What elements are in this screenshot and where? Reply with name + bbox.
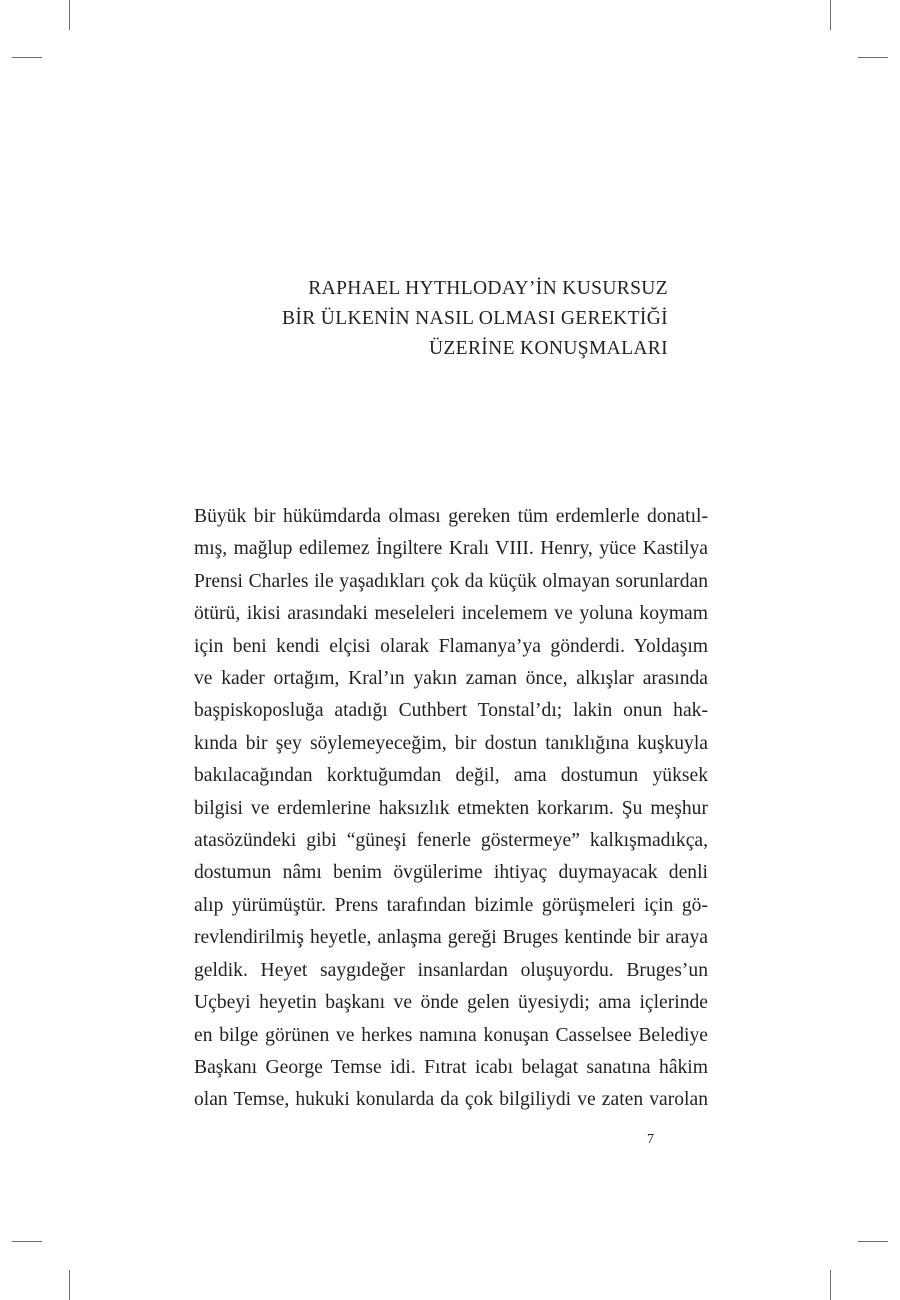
- body-line: Prensi Charles ile yaşadıkları çok da küçük olmayan sorunlardan: [194, 570, 708, 592]
- body-line: mış, mağlup edilemez İngiltere Kralı VIII. Henry, yüce Kastilya: [194, 538, 708, 560]
- chapter-title: [282, 274, 668, 364]
- crop-mark-bottom-left-horizontal: [12, 1241, 42, 1242]
- crop-mark-bottom-right-horizontal: [858, 1241, 888, 1242]
- body-line: kında bir şey söylemeyeceğim, bir dostun tanıklığına kuşkuyla: [194, 732, 708, 754]
- body-line: ötürü, ikisi arasındaki meseleleri incelemem ve yoluna koymam: [194, 603, 708, 625]
- crop-mark-top-left-vertical: [69, 0, 70, 30]
- crop-mark-top-right-horizontal: [858, 57, 888, 58]
- crop-mark-bottom-right-vertical: [830, 1270, 831, 1300]
- body-line: Başkanı George Temse idi. Fıtrat icabı belagat sanatına hâkim: [194, 1056, 708, 1078]
- body-line: için beni kendi elçisi olarak Flamanya’ya gönderdi. Yoldaşım: [194, 635, 708, 657]
- body-paragraph: [194, 501, 708, 1117]
- body-line: bakılacağından korktuğumdan değil, ama dostumun yüksek: [194, 765, 708, 787]
- body-line: başpiskoposluğa atadığı Cuthbert Tonstal’dı; lakin onun hak-: [194, 700, 708, 722]
- body-line: ve kader ortağım, Kral’ın yakın zaman önce, alkışlar arasında: [194, 668, 708, 690]
- body-line: alıp yürümüştür. Prens tarafından bizimle görüşmeleri için gö-: [194, 894, 708, 916]
- chapter-title-line: BİR ÜLKENİN NASIL OLMASI GEREKTİĞİ: [282, 308, 668, 329]
- crop-mark-top-right-vertical: [830, 0, 831, 30]
- body-line: revlendirilmiş heyetle, anlaşma gereği Bruges kentinde bir araya: [194, 927, 708, 949]
- body-line: olan Temse, hukuki konularda da çok bilgiliydi ve zaten varolan: [194, 1089, 708, 1111]
- chapter-title-line: ÜZERİNE KONUŞMALARI: [428, 338, 668, 359]
- page-number: 7: [647, 1132, 654, 1147]
- crop-mark-top-left-horizontal: [12, 57, 42, 58]
- body-line: en bilge görünen ve herkes namına konuşan Casselsee Belediye: [194, 1024, 708, 1046]
- body-line: atasözündeki gibi “güneşi fenerle göstermeye” kalkışmadıkça,: [194, 830, 708, 852]
- body-line: geldik. Heyet saygıdeğer insanlardan oluşuyordu. Bruges’un: [194, 959, 708, 981]
- crop-mark-bottom-left-vertical: [69, 1270, 70, 1300]
- chapter-title-line: RAPHAEL HYTHLODAY’İN KUSURSUZ: [308, 278, 668, 299]
- body-line: Büyük bir hükümdarda olması gereken tüm erdemlerle donatıl-: [194, 506, 708, 527]
- body-line: bilgisi ve erdemlerine haksızlık etmekten korkarım. Şu meşhur: [194, 797, 708, 819]
- body-line: dostumun nâmı benim övgülerime ihtiyaç duymayacak denli: [194, 862, 708, 884]
- body-line: Uçbeyi heyetin başkanı ve önde gelen üyesiydi; ama içlerinde: [194, 992, 708, 1014]
